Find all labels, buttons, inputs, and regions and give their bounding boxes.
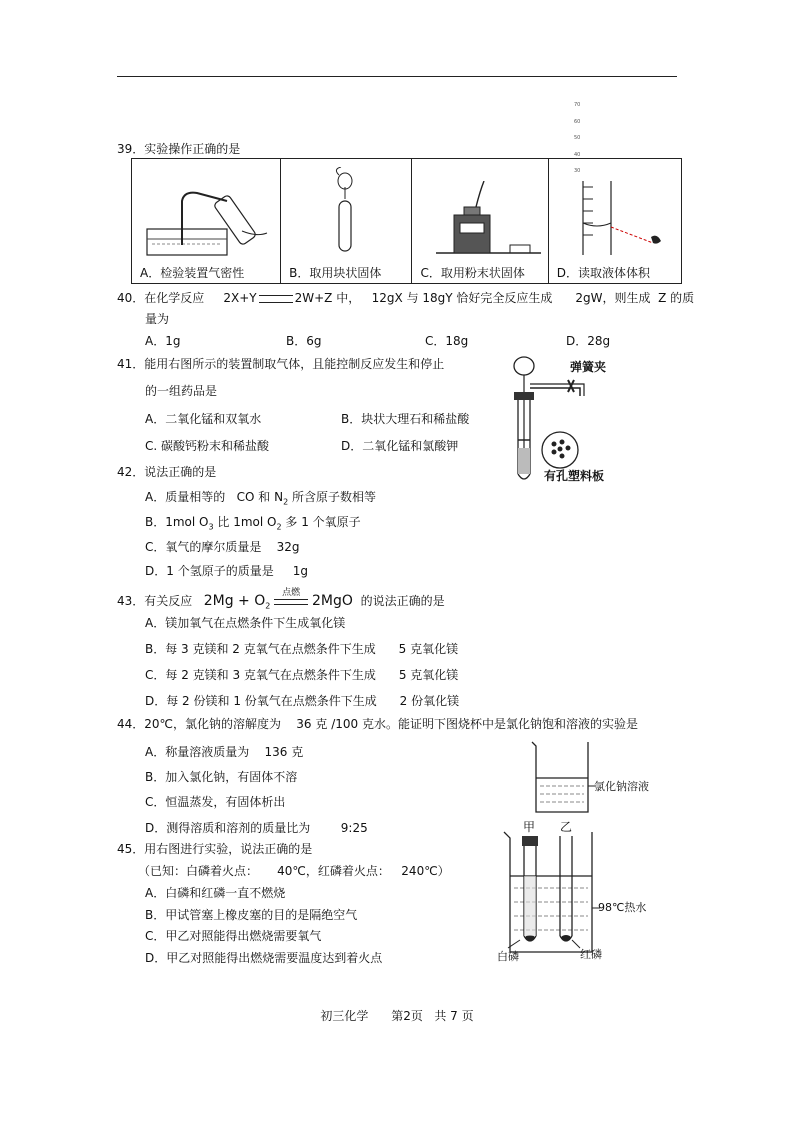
q39-stem: 39．实验操作正确的是 bbox=[117, 142, 241, 156]
q40-stem-e: 量为 bbox=[145, 312, 170, 326]
q45-known-c: 240℃） bbox=[401, 864, 450, 878]
q42-option-b[interactable] bbox=[145, 513, 361, 531]
scale-tick-40: 40 bbox=[574, 152, 581, 158]
q40-eq-left: 2X+Y bbox=[223, 291, 257, 305]
beaker-figure bbox=[526, 736, 656, 818]
q42-option-c-value: 32g bbox=[276, 540, 300, 554]
q42-option-d[interactable] bbox=[145, 562, 308, 579]
q43-option-a[interactable]: A．镁加氧气在点燃条件下生成氧化镁 bbox=[145, 616, 346, 630]
q42-option-a-part3: 所含原子数相等 bbox=[292, 490, 377, 504]
q41-stem-a: 41．能用右图所示的装置制取气体，且能控制反应发生和停止 bbox=[117, 357, 445, 371]
q43-stem-a: 43．有关反应 bbox=[117, 594, 193, 608]
equals-sign-icon bbox=[274, 599, 308, 605]
q42-option-a-part1: A．质量相等的 bbox=[145, 490, 226, 504]
label-spring-clip: 弹簧夹 bbox=[570, 360, 607, 374]
q45-option-c[interactable]: C．甲乙对照能得出燃烧需要氧气 bbox=[145, 929, 322, 943]
label-perforated-plate: 有孔塑料板 bbox=[544, 469, 605, 483]
q39-option-a-label: A．检验装置气密性 bbox=[140, 266, 245, 280]
q43-stem-b: 的说法正确的是 bbox=[360, 594, 445, 608]
q43-option-b[interactable] bbox=[145, 640, 458, 657]
scale-tick-50: 50 bbox=[574, 135, 581, 141]
q44-stem bbox=[117, 715, 638, 732]
q42-option-a-part2: CO 和 N bbox=[236, 490, 284, 504]
airtightness-test-figure bbox=[142, 181, 272, 261]
take-solid-figure bbox=[321, 167, 371, 257]
q39-options-table bbox=[131, 158, 682, 284]
q43-option-b-part1: B．每 3 克镁和 2 克氧气在点燃条件下生成 bbox=[145, 642, 376, 656]
q42-option-d-text: D．1 个氢原子的质量是 bbox=[145, 564, 274, 578]
footer-subject: 初三化学 bbox=[320, 1009, 369, 1023]
label-white-phosphorus: 白磷 bbox=[497, 950, 519, 963]
q39-option-a[interactable] bbox=[132, 159, 281, 284]
label-hot-water: 98℃热水 bbox=[598, 901, 647, 914]
q42-option-b-sub2: 2 bbox=[276, 522, 282, 532]
q43-option-c[interactable] bbox=[145, 666, 458, 683]
q40-stem-a: 40．在化学反应 bbox=[117, 291, 205, 305]
q42-option-b-sub1: 3 bbox=[208, 522, 214, 532]
q42-stem: 42．说法正确的是 bbox=[117, 465, 217, 479]
take-powder-figure bbox=[436, 181, 546, 261]
equals-sign-icon bbox=[259, 295, 293, 303]
q40-option-a[interactable]: A．1g bbox=[145, 334, 181, 348]
q41-option-d[interactable]: D．二氧化锰和氯酸钾 bbox=[341, 439, 459, 453]
q44-option-d[interactable] bbox=[145, 819, 368, 836]
header-rule bbox=[117, 76, 677, 77]
scale-tick-60: 60 bbox=[574, 119, 581, 125]
q44-option-a[interactable] bbox=[145, 743, 303, 760]
q43-eq-condition: 点燃 bbox=[282, 587, 301, 598]
q39-option-d-label: D．读取液体体积 bbox=[556, 266, 650, 280]
q39-option-c-label: C．取用粉末状固体 bbox=[420, 266, 525, 280]
q45-known-b: 40℃，红磷着火点： bbox=[277, 864, 390, 878]
q41-stem-b: 的一组药品是 bbox=[145, 384, 218, 398]
label-tube-jia: 甲 bbox=[523, 820, 536, 834]
q45-known-a: （已知：白磷着火点： bbox=[138, 864, 259, 878]
q43-option-c-part1: C．每 2 克镁和 3 克氧气在点燃条件下生成 bbox=[145, 668, 376, 682]
label-red-phosphorus: 红磷 bbox=[580, 948, 602, 961]
q40-stem-line1 bbox=[117, 289, 694, 306]
q41-option-b[interactable]: B．块状大理石和稀盐酸 bbox=[341, 412, 470, 426]
q40-stem-d: Z 的质 bbox=[658, 291, 695, 305]
q44-option-b[interactable]: B．加入氯化钠，有固体不溶 bbox=[145, 770, 298, 784]
q40-option-c[interactable]: C．18g bbox=[425, 334, 469, 348]
q43-eq-right: 2MgO bbox=[312, 593, 353, 609]
q42-option-b-part2: 比 1mol O bbox=[217, 515, 277, 529]
q44-option-d-part2: 9:25 bbox=[340, 821, 368, 835]
q39-option-b-label: B．取用块状固体 bbox=[289, 266, 382, 280]
label-tube-yi: 乙 bbox=[560, 820, 573, 834]
q44-stem-a: 44．20℃，氯化钠的溶解度为 bbox=[117, 717, 282, 731]
footer-total: 共 7 页 bbox=[434, 1009, 474, 1023]
q42-option-b-part3: 多 1 个氧原子 bbox=[285, 515, 361, 529]
scale-tick-30: 30 bbox=[574, 168, 581, 174]
q40-stem-b: 12gX 与 18gY 恰好完全反应生成 bbox=[371, 291, 553, 305]
q41-option-c[interactable]: C. 碳酸钙粉末和稀盐酸 bbox=[145, 439, 270, 453]
combustion-experiment-figure bbox=[496, 826, 656, 960]
q42-option-a[interactable] bbox=[145, 488, 376, 506]
label-nacl-solution: 氯化钠溶液 bbox=[594, 780, 649, 793]
q39-option-b[interactable] bbox=[281, 159, 412, 284]
q44-option-d-part1: D．测得溶质和溶剂的质量比为 bbox=[145, 821, 311, 835]
q43-eq-arrow bbox=[274, 587, 308, 605]
q43-stem bbox=[117, 587, 445, 611]
q39-option-c[interactable] bbox=[412, 159, 548, 284]
q43-eq-left: 2Mg + O bbox=[203, 593, 266, 609]
q40-eq-right: 2W+Z 中， bbox=[294, 291, 361, 305]
q40-option-b[interactable]: B．6g bbox=[286, 334, 322, 348]
q45-option-d[interactable]: D．甲乙对照能得出燃烧需要温度达到着火点 bbox=[145, 951, 383, 965]
q44-stem-b: 36 克 /100 克水。能证明下图烧杯中是氯化钠饱和溶液的实验是 bbox=[296, 717, 638, 731]
q42-option-a-sub: 2 bbox=[283, 497, 289, 507]
q43-option-d-part2: 2 份氧化镁 bbox=[399, 694, 460, 708]
q42-option-c-text: C．氧气的摩尔质量是 bbox=[145, 540, 262, 554]
q41-option-a[interactable]: A．二氧化锰和双氧水 bbox=[145, 412, 262, 426]
q39-option-d[interactable] bbox=[548, 159, 681, 284]
q45-stem: 45．用右图进行实验，说法正确的是 bbox=[117, 842, 313, 856]
q44-option-c[interactable]: C．恒温蒸发，有固体析出 bbox=[145, 795, 286, 809]
q45-option-a[interactable]: A．白磷和红磷一直不燃烧 bbox=[145, 886, 286, 900]
scale-tick-70: 70 bbox=[574, 102, 581, 108]
page-footer bbox=[0, 1007, 794, 1024]
q44-option-a-part2: 136 克 bbox=[264, 745, 304, 759]
q45-option-b[interactable]: B．甲试管塞上橡皮塞的目的是隔绝空气 bbox=[145, 908, 358, 922]
q44-option-a-part1: A．称量溶液质量为 bbox=[145, 745, 250, 759]
q43-option-b-part2: 5 克氧化镁 bbox=[398, 642, 459, 656]
q42-option-d-value: 1g bbox=[292, 564, 309, 578]
read-volume-figure bbox=[567, 177, 677, 257]
q40-option-d[interactable]: D．28g bbox=[566, 334, 611, 348]
q40-stem-c: 2gW，则生成 bbox=[575, 291, 651, 305]
q43-option-d[interactable] bbox=[145, 692, 459, 709]
q42-option-b-part1: B．1mol O bbox=[145, 515, 209, 529]
q43-option-d-part1: D．每 2 份镁和 1 份氧气在点燃条件下生成 bbox=[145, 694, 377, 708]
q43-eq-sub: 2 bbox=[265, 601, 271, 611]
q42-option-c[interactable] bbox=[145, 538, 300, 555]
q43-option-c-part2: 5 克氧化镁 bbox=[398, 668, 459, 682]
footer-page: 第2页 bbox=[391, 1009, 423, 1023]
q45-known bbox=[138, 862, 450, 879]
